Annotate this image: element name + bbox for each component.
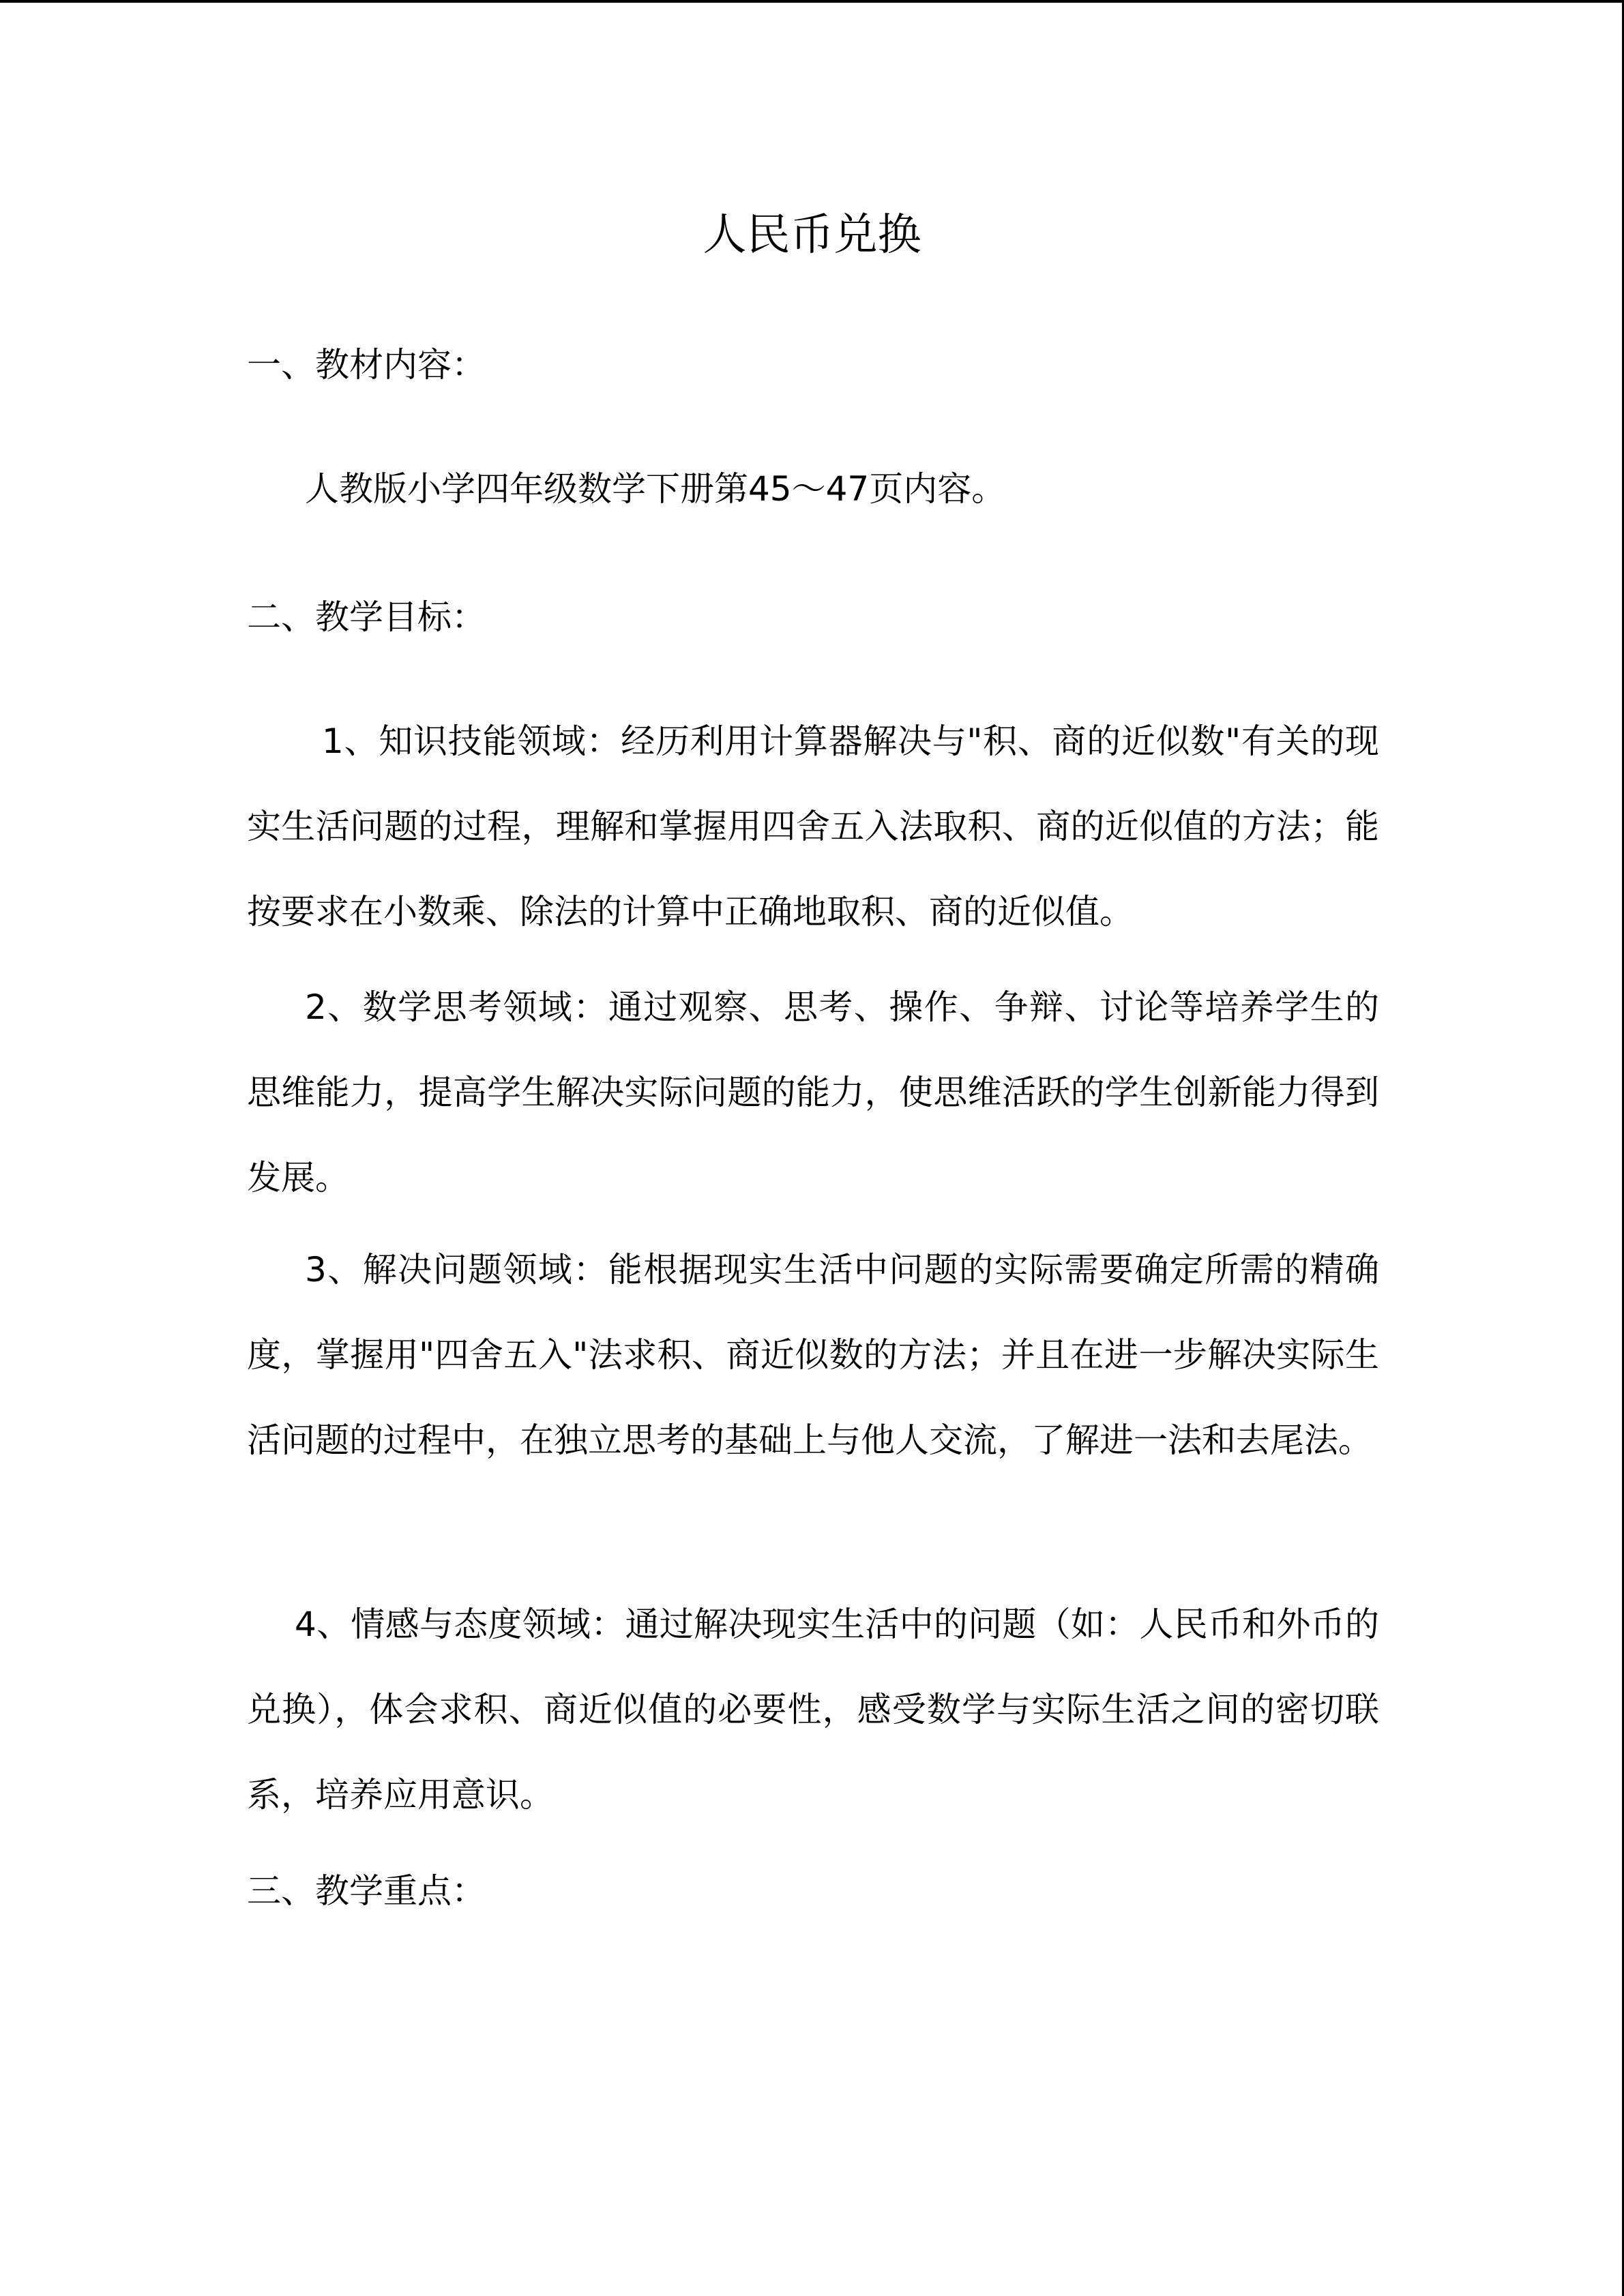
section-heading-materials: 一、教材内容： — [247, 345, 486, 385]
objective-paragraph-3: 3、解决问题领域：能根据现实生活中问题的实际需要确定所需的精确度，掌握用"四舍五入"法求积、商近似数的方法；并且在进一步解决实际生活问题的过程中，在独立思考的基础上与他人交流，了解进一法和去尾法。 — [247, 1250, 1379, 1460]
section-heading-key-points: 三、教学重点： — [247, 1871, 486, 1911]
objective-paragraph-2: 2、数学思考领域：通过观察、思考、操作、争辩、讨论等培养学生的思维能力，提高学生解决实际问题的能力，使思维活跃的学生创新能力得到发展。 — [247, 987, 1379, 1197]
document-title: 人民币兑换 — [703, 210, 921, 260]
objective-paragraph-4: 4、情感与态度领域：通过解决现实生活中的问题（如：人民币和外币的兑换），体会求积、商近似值的必要性，感受数学与实际生活之间的密切联系，培养应用意识。 — [247, 1605, 1379, 1815]
objective-paragraph-1: 1、知识技能领域：经历利用计算器解决与"积、商的近似数"有关的现实生活问题的过程，理解和掌握用四舍五入法取积、商的近似值的方法；能按要求在小数乘、除法的计算中正确地取积、商的近似值。 — [247, 721, 1379, 931]
section-paragraph-materials: 人教版小学四年级数学下册第45～47页内容。 — [305, 469, 1006, 509]
page-top-border — [0, 0, 1624, 3]
section-heading-objectives: 二、教学目标： — [247, 597, 486, 637]
